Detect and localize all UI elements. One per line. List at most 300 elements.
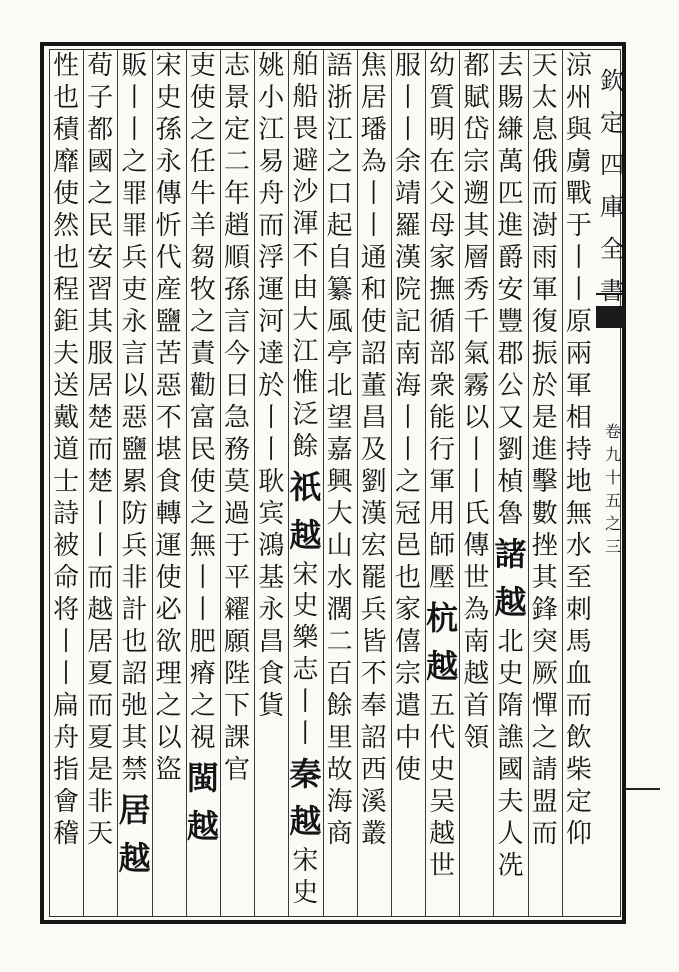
text-glyph: 口 [326,179,353,209]
text-glyph: 行 [429,435,456,465]
text-glyph: 氏 [463,499,490,529]
text-glyph: 僖 [394,627,421,657]
text-glyph: 運 [258,275,285,305]
text-glyph: 丨 [360,211,387,241]
text-glyph: 請 [531,755,558,785]
text-glyph: 惟 [292,368,319,399]
text-glyph: 北 [326,371,353,401]
text-glyph: 然 [53,211,80,241]
text-glyph: 吏 [121,275,148,305]
text-glyph: 稽 [53,819,80,849]
text-glyph: 劉 [360,467,387,497]
text-glyph: 官 [224,755,251,785]
text-glyph: 兵 [360,595,387,625]
text-glyph: 丨 [394,83,421,113]
text-glyph: 習 [87,275,114,305]
text-glyph: 民 [87,211,114,241]
text-glyph: 産 [155,275,182,305]
text-glyph: 夫 [497,787,524,817]
text-glyph: 越 [87,595,114,625]
text-glyph: 領 [463,723,490,753]
text-glyph: 丨 [463,467,490,497]
margin-glyph: 全 [600,235,624,263]
text-glyph: 霧 [463,371,490,401]
text-glyph: 瘠 [189,659,216,689]
heading-glyph: 居 [118,791,151,829]
text-glyph: 基 [258,563,285,593]
text-glyph: 萬 [497,147,524,177]
text-glyph: 血 [565,659,592,689]
margin-glyph: 書 [600,277,624,305]
text-column [559,50,599,916]
text-glyph: 扁 [53,691,80,721]
text-glyph: 其 [87,307,114,337]
text-glyph: 吏 [189,51,216,81]
text-glyph: 下 [224,691,251,721]
text-column [388,50,428,916]
text-glyph: 宗 [394,659,421,689]
text-glyph: 而 [531,179,558,209]
text-column [46,50,86,916]
text-glyph: 課 [224,723,251,753]
text-glyph: 用 [429,499,456,529]
text-glyph: 言 [224,307,251,337]
text-glyph: 二 [326,627,353,657]
text-glyph: 沙 [292,177,319,208]
text-glyph: 舟 [53,723,80,753]
text-glyph: 丨 [292,718,319,749]
text-glyph: 邑 [394,531,421,561]
text-glyph: 記 [394,307,421,337]
text-column [149,50,189,916]
heading-glyph: 閩 [186,759,219,797]
text-glyph: 丨 [53,627,80,657]
text-glyph: 必 [155,595,182,625]
text-column [456,50,496,916]
heading-glyph: 越 [289,802,322,841]
text-glyph: 其 [463,211,490,241]
text-glyph: 丨 [121,115,148,145]
text-glyph: 而 [258,211,285,241]
text-glyph: 亭 [326,339,353,369]
text-glyph: 詔 [121,659,148,689]
text-glyph: 家 [394,595,421,625]
text-glyph: 之 [121,147,148,177]
text-glyph: 賜 [497,83,524,113]
text-glyph: 通 [360,243,387,273]
text-glyph: 代 [155,243,182,273]
text-glyph: 羊 [189,211,216,241]
text-glyph: 莫 [224,467,251,497]
text-glyph: 牛 [189,179,216,209]
text-glyph: 昌 [360,403,387,433]
text-glyph: 焦 [360,51,387,81]
text-glyph: 虜 [565,147,592,177]
text-glyph: 秀 [463,275,490,305]
text-glyph: 無 [189,531,216,561]
text-glyph: 樂 [292,623,319,654]
text-glyph: 楨 [497,467,524,497]
margin-glyph: 庫 [600,193,624,221]
text-glyph: 鹽 [155,307,182,337]
text-glyph: 為 [463,595,490,625]
text-glyph: 不 [155,403,182,433]
text-glyph: 服 [394,51,421,81]
text-glyph: 丨 [189,563,216,593]
text-glyph: 岱 [463,115,490,145]
text-glyph: 母 [429,211,456,241]
text-glyph: 也 [53,83,80,113]
text-glyph: 詔 [360,723,387,753]
text-glyph: 澍 [531,211,558,241]
text-glyph: 匹 [497,179,524,209]
text-glyph: 避 [292,145,319,176]
text-glyph: 層 [463,243,490,273]
text-glyph: 使 [155,563,182,593]
text-glyph: 海 [326,787,353,817]
text-glyph: 安 [87,243,114,273]
text-glyph: 以 [155,723,182,753]
text-glyph: 楚 [87,467,114,497]
text-glyph: 指 [53,755,80,785]
text-glyph: 會 [53,787,80,817]
text-glyph: 兵 [121,243,148,273]
text-glyph: 馬 [565,627,592,657]
text-glyph: 渾 [292,209,319,240]
text-glyph: 轉 [155,499,182,529]
text-glyph: 程 [53,275,80,305]
text-glyph: 罪 [121,179,148,209]
text-glyph: 憚 [531,691,558,721]
text-glyph: 挫 [531,531,558,561]
text-column [320,50,360,916]
text-glyph: 息 [531,115,558,145]
text-glyph: 鴻 [258,531,285,561]
text-glyph: 鹽 [121,435,148,465]
text-glyph: 糴 [224,595,251,625]
text-glyph: 餘 [292,432,319,463]
text-glyph: 傳 [155,179,182,209]
text-glyph: 盟 [531,787,558,817]
text-glyph: 持 [565,435,592,465]
text-glyph: 飲 [565,723,592,753]
text-glyph: 使 [394,755,421,785]
text-column [285,50,325,916]
text-glyph: 以 [463,403,490,433]
text-glyph: 積 [53,115,80,145]
text-glyph: 芻 [189,243,216,273]
text-glyph: 史 [155,83,182,113]
text-glyph: 越 [429,819,456,849]
text-glyph: 志 [292,655,319,686]
margin-glyph: 十 [604,468,621,487]
text-glyph: 山 [326,531,353,561]
text-glyph: 也 [53,243,80,273]
text-glyph: 奉 [360,691,387,721]
text-glyph: 也 [121,627,148,657]
text-glyph: 柴 [565,755,592,785]
text-glyph: 天 [87,819,114,849]
text-column [183,50,223,916]
text-glyph: 達 [258,339,285,369]
text-glyph: 兩 [565,339,592,369]
text-glyph: 軍 [565,371,592,401]
text-glyph: 罪 [121,211,148,241]
text-glyph: 豐 [497,307,524,337]
text-glyph: 地 [565,467,592,497]
margin-glyph: 五 [604,491,621,510]
text-glyph: 是 [531,403,558,433]
text-glyph: 之 [531,723,558,753]
text-glyph: 遣 [394,691,421,721]
text-glyph: 丨 [394,435,421,465]
text-glyph: 之 [87,179,114,209]
text-glyph: 宋 [292,846,319,877]
text-glyph: 南 [394,339,421,369]
text-glyph: 之 [189,499,216,529]
text-glyph: 丨 [463,435,490,465]
text-glyph: 之 [189,691,216,721]
text-glyph: 景 [224,83,251,113]
text-glyph: 自 [326,243,353,273]
margin-glyph: 三 [604,537,621,556]
text-glyph: 畏 [292,113,319,144]
text-glyph: 而 [565,691,592,721]
text-glyph: 丨 [258,435,285,465]
text-glyph: 隋 [497,691,524,721]
text-glyph: 刺 [565,595,592,625]
text-glyph: 而 [87,563,114,593]
text-glyph: 俄 [531,147,558,177]
text-glyph: 之 [189,115,216,145]
text-glyph: 越 [463,659,490,689]
text-glyph: 擊 [531,467,558,497]
text-glyph: 又 [497,403,524,433]
text-glyph: 理 [155,659,182,689]
text-glyph: 院 [394,275,421,305]
text-glyph: 計 [121,595,148,625]
text-glyph: 南 [463,627,490,657]
text-glyph: 漢 [360,499,387,529]
text-glyph: 厥 [531,659,558,689]
text-glyph: 使 [189,467,216,497]
text-column [491,50,531,916]
text-glyph: 孫 [155,115,182,145]
text-glyph: 定 [224,115,251,145]
text-glyph: 昌 [258,627,285,657]
text-glyph: 世 [429,851,456,881]
margin-glyph: 定 [600,109,624,137]
text-glyph: 劉 [497,435,524,465]
text-glyph: 軍 [531,275,558,305]
text-glyph: 易 [258,147,285,177]
text-glyph: 故 [326,755,353,785]
text-glyph: 浮 [258,243,285,273]
margin-glyph: 九 [604,445,621,464]
text-column [422,50,462,916]
text-glyph: 累 [121,467,148,497]
text-glyph: 宗 [463,147,490,177]
text-glyph: 今 [224,339,251,369]
text-glyph: 宾 [258,499,285,529]
text-glyph: 服 [87,339,114,369]
text-glyph: 家 [429,243,456,273]
text-glyph: 江 [326,115,353,145]
text-glyph: 楚 [87,403,114,433]
text-column [251,50,291,916]
text-glyph: 使 [53,179,80,209]
text-glyph: 浙 [326,83,353,113]
text-glyph: 宋 [292,559,319,590]
text-glyph: 居 [87,627,114,657]
text-glyph: 食 [155,467,182,497]
text-glyph: 國 [87,147,114,177]
text-glyph: 進 [497,211,524,241]
text-glyph: 涼 [565,51,592,81]
text-glyph: 與 [565,115,592,145]
text-glyph: 於 [258,371,285,401]
text-glyph: 由 [292,272,319,303]
text-glyph: 嘉 [326,435,353,465]
text-glyph: 余 [394,147,421,177]
text-glyph: 郡 [497,339,524,369]
text-glyph: 非 [121,563,148,593]
text-glyph: 堪 [155,435,182,465]
text-glyph: 船 [292,81,319,112]
text-glyph: 于 [565,211,592,241]
text-glyph: 於 [531,371,558,401]
text-glyph: 丨 [258,403,285,433]
text-glyph: 羅 [394,211,421,241]
text-glyph: 雨 [531,243,558,273]
text-glyph: 被 [53,531,80,561]
text-glyph: 幼 [429,51,456,81]
text-glyph: 首 [463,691,490,721]
text-glyph: 丨 [121,83,148,113]
text-glyph: 年 [224,179,251,209]
text-glyph: 至 [565,563,592,593]
juan-number [600,420,626,558]
text-glyph: 民 [189,435,216,465]
text-glyph: 惡 [155,371,182,401]
text-glyph: 進 [531,435,558,465]
text-glyph: 欲 [155,627,182,657]
text-glyph: 販 [121,51,148,81]
text-glyph: 丨 [53,659,80,689]
text-glyph: 鋒 [531,595,558,625]
text-glyph: 原 [565,307,592,337]
text-glyph: 勸 [189,371,216,401]
heading-glyph: 秦 [289,754,322,793]
text-glyph: 史 [292,877,319,908]
text-glyph: 夏 [87,723,114,753]
text-glyph: 在 [429,147,456,177]
text-glyph: 百 [326,659,353,689]
text-glyph: 視 [189,723,216,753]
text-glyph: 丨 [292,686,319,717]
text-glyph: 命 [53,563,80,593]
text-glyph: 居 [87,371,114,401]
text-glyph: 牧 [189,275,216,305]
text-glyph: 是 [87,755,114,785]
text-glyph: 史 [429,755,456,785]
text-glyph: 魯 [497,499,524,529]
text-glyph: 明 [429,115,456,145]
text-glyph: 願 [224,627,251,657]
text-glyph: 富 [189,403,216,433]
text-glyph: 急 [224,403,251,433]
text-glyph: 日 [224,371,251,401]
text-glyph: 冠 [394,499,421,529]
text-glyph: 不 [360,659,387,689]
text-glyph: 丨 [87,531,114,561]
text-glyph: 靖 [394,179,421,209]
text-glyph: 丨 [565,243,592,273]
text-glyph: 将 [53,595,80,625]
heading-glyph: 越 [289,515,322,554]
heading-glyph: 越 [494,583,527,621]
text-column [80,50,120,916]
text-glyph: 責 [189,339,216,369]
text-glyph: 志 [224,51,251,81]
text-glyph: 溪 [360,787,387,817]
text-glyph: 丨 [394,115,421,145]
text-glyph: 于 [224,531,251,561]
text-glyph: 商 [326,819,353,849]
text-glyph: 之 [394,467,421,497]
text-glyph: 非 [87,787,114,817]
text-glyph: 北 [497,627,524,657]
text-glyph: 遡 [463,179,490,209]
text-glyph: 其 [121,723,148,753]
text-glyph: 靡 [53,147,80,177]
heading-glyph: 越 [426,647,459,685]
text-glyph: 禁 [121,755,148,785]
text-glyph: 送 [53,371,80,401]
heading-glyph: 祇 [289,467,322,506]
margin-glyph: 卷 [604,422,621,441]
heading-glyph: 越 [186,807,219,845]
text-glyph: 順 [224,243,251,273]
text-glyph: 冼 [497,851,524,881]
text-column [354,50,394,916]
text-glyph: 安 [497,275,524,305]
text-glyph: 居 [360,83,387,113]
text-glyph: 夏 [87,659,114,689]
text-glyph: 使 [189,83,216,113]
text-glyph: 耿 [258,467,285,497]
text-glyph: 之 [155,691,182,721]
text-glyph: 言 [121,339,148,369]
text-glyph: 士 [53,467,80,497]
text-glyph: 能 [429,403,456,433]
text-glyph: 江 [292,336,319,367]
text-glyph: 而 [531,819,558,849]
text-glyph: 戴 [53,403,80,433]
text-glyph: 都 [463,51,490,81]
text-glyph: 縑 [497,115,524,145]
heading-glyph: 越 [118,839,151,877]
text-glyph: 其 [531,563,558,593]
text-glyph: 興 [326,467,353,497]
text-glyph: 忻 [155,211,182,241]
text-glyph: 世 [463,563,490,593]
text-glyph: 孫 [224,275,251,305]
text-glyph: 國 [497,755,524,785]
text-glyph: 復 [531,307,558,337]
heading-glyph: 杭 [426,599,459,637]
text-glyph: 戰 [565,179,592,209]
